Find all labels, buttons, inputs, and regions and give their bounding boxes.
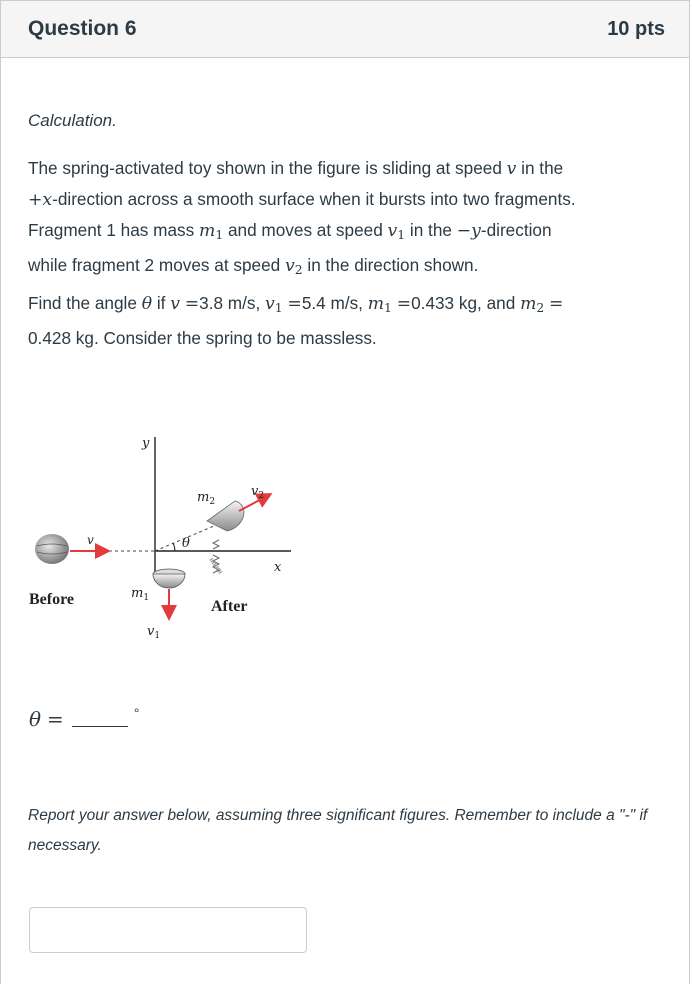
- answer-blank: [72, 706, 128, 727]
- before-label: Before: [29, 591, 75, 608]
- x-axis-label: x: [274, 560, 282, 575]
- v1-label: $v_1$: [147, 624, 161, 641]
- after-label: After: [211, 598, 248, 615]
- collision-figure: [29, 431, 309, 646]
- theta-label: θ: [182, 536, 190, 551]
- theta-symbol: θ: [29, 707, 42, 731]
- question-paragraph-1: The spring-activated toy shown in the figure is sliding at speed v in the +x-direction across a smooth surface when it bursts into two fragments. Fragment 1 has mass $m_1$ and moves at speed $v_1$ in the −y-direction while fragment 2 moves at speed $v_2$ in the direction shown.: [28, 158, 576, 278]
- toy-before-ball: [35, 534, 69, 564]
- question-header: [1, 1, 689, 58]
- m1-label: $m_1$: [131, 586, 150, 603]
- theta-arc: [173, 543, 175, 551]
- degree-symbol: °: [133, 705, 140, 721]
- equals-sign: =: [47, 707, 64, 731]
- question-type-label: Calculation.: [28, 111, 117, 130]
- y-axis-label: y: [142, 436, 150, 451]
- answer-input[interactable]: [29, 907, 307, 953]
- report-instructions: Report your answer below, assuming three significant figures. Remember to include a "-" if necessary.: [28, 807, 648, 854]
- answer-blank-line: [29, 706, 139, 731]
- question-title: Question 6: [28, 17, 137, 40]
- v-label: v: [87, 533, 94, 547]
- v2-label: $v_2$: [251, 484, 265, 501]
- m2-label: $m_2$: [197, 490, 216, 507]
- question-paragraph-2: Find the angle θ if v =3.8 m/s, $v_1 =5.4$ m/s, $m_1 =0.433$ kg, and $m_2$ = 0.428 kg. Consider the spring to be massless.: [28, 293, 564, 349]
- fragment1-hemisphere: [153, 574, 185, 588]
- question-points: 10 pts: [607, 17, 665, 40]
